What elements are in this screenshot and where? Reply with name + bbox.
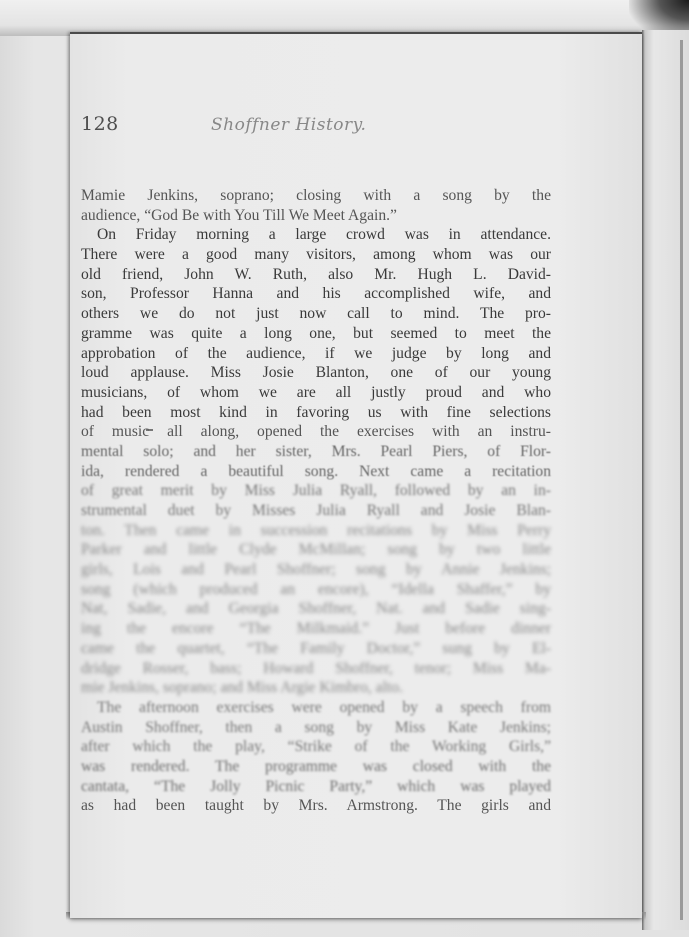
page-header	[81, 113, 551, 143]
text-line: had been most kind in favoring us with fine selections	[81, 403, 551, 421]
text-line: mie Jenkins, soprano; and Miss Argie Kimbro, alto.	[81, 679, 403, 697]
text-line: as had been taught by Mrs. Armstrong. The girls and	[81, 797, 551, 815]
text-line: gramme was quite a long one, but seemed to meet the	[81, 324, 551, 342]
text-line: strumental duet by Misses Julia Ryall and Josie Blan-	[81, 502, 551, 519]
text-line: girls, Lois and Pearl Shoffner; song by Annie Jenkins;	[81, 561, 551, 579]
text-line: others we do not just now call to mind. The pro-	[81, 305, 551, 323]
text-line: of music all along, opened the exercises with an instru-	[81, 423, 551, 441]
text-line: mental solo; and her sister, Mrs. Pearl Piers, of Flor-	[81, 442, 551, 460]
text-line: song (which produced an encore), “Idella Shaffer,” by	[81, 580, 551, 598]
text-line: On Friday morning a large crowd was in attendance.	[97, 226, 551, 244]
text-line: was rendered. The programme was closed with the	[81, 757, 551, 775]
body-text	[81, 186, 551, 816]
text-line: Nat, Sadie, and Georgia Shoffner, Nat. and Sadie sing-	[81, 600, 551, 618]
text-line: Mamie Jenkins, soprano; closing with a song by the	[81, 187, 551, 204]
text-line: came the quartet, “The Family Doctor,” sung by El-	[81, 639, 551, 657]
text-line: old friend, John W. Ruth, also Mr. Hugh L. David-	[81, 265, 551, 283]
text-line: loud applause. Miss Josie Blanton, one of our young	[81, 364, 551, 382]
text-line: after which the play, “Strike of the Working Girls,”	[81, 738, 551, 756]
text-line: cantata, “The Jolly Picnic Party,” which was played	[81, 777, 551, 795]
text-line: ing the encore “The Milkmaid.” Just before dinner	[81, 620, 551, 638]
text-line: There were a good many visitors, among whom was our	[81, 246, 551, 264]
text-line: musicians, of whom we are all justly proud and who	[81, 383, 551, 401]
text-line: approbation of the audience, if we judge by long and	[81, 344, 551, 362]
page-number: 128	[81, 113, 119, 135]
text-line: The afternoon exercises were opened by a speech from	[97, 698, 551, 716]
text-line: Parker and little Clyde McMillan; song by two little	[81, 541, 551, 559]
text-line: dridge Rosser, bass; Howard Shoffner, tenor; Miss Ma-	[81, 659, 551, 677]
text-line: ida, rendered a beautiful song. Next came a recitation	[81, 462, 551, 480]
text-line: of great merit by Miss Julia Ryall, followed by an in-	[81, 482, 551, 500]
text-line: ton. Then came in succession recitations by Miss Perry	[81, 521, 551, 539]
text-line: Austin Shoffner, then a song by Miss Kate Jenkins;	[81, 718, 551, 736]
scanner-top-band	[0, 0, 689, 36]
running-title: Shoffner History.	[211, 115, 367, 135]
facing-page-fold	[680, 40, 683, 920]
text-line: son, Professor Hanna and his accomplished wife, and	[81, 285, 551, 303]
text-line: audience, “God Be with You Till We Meet Again.”	[81, 206, 397, 224]
